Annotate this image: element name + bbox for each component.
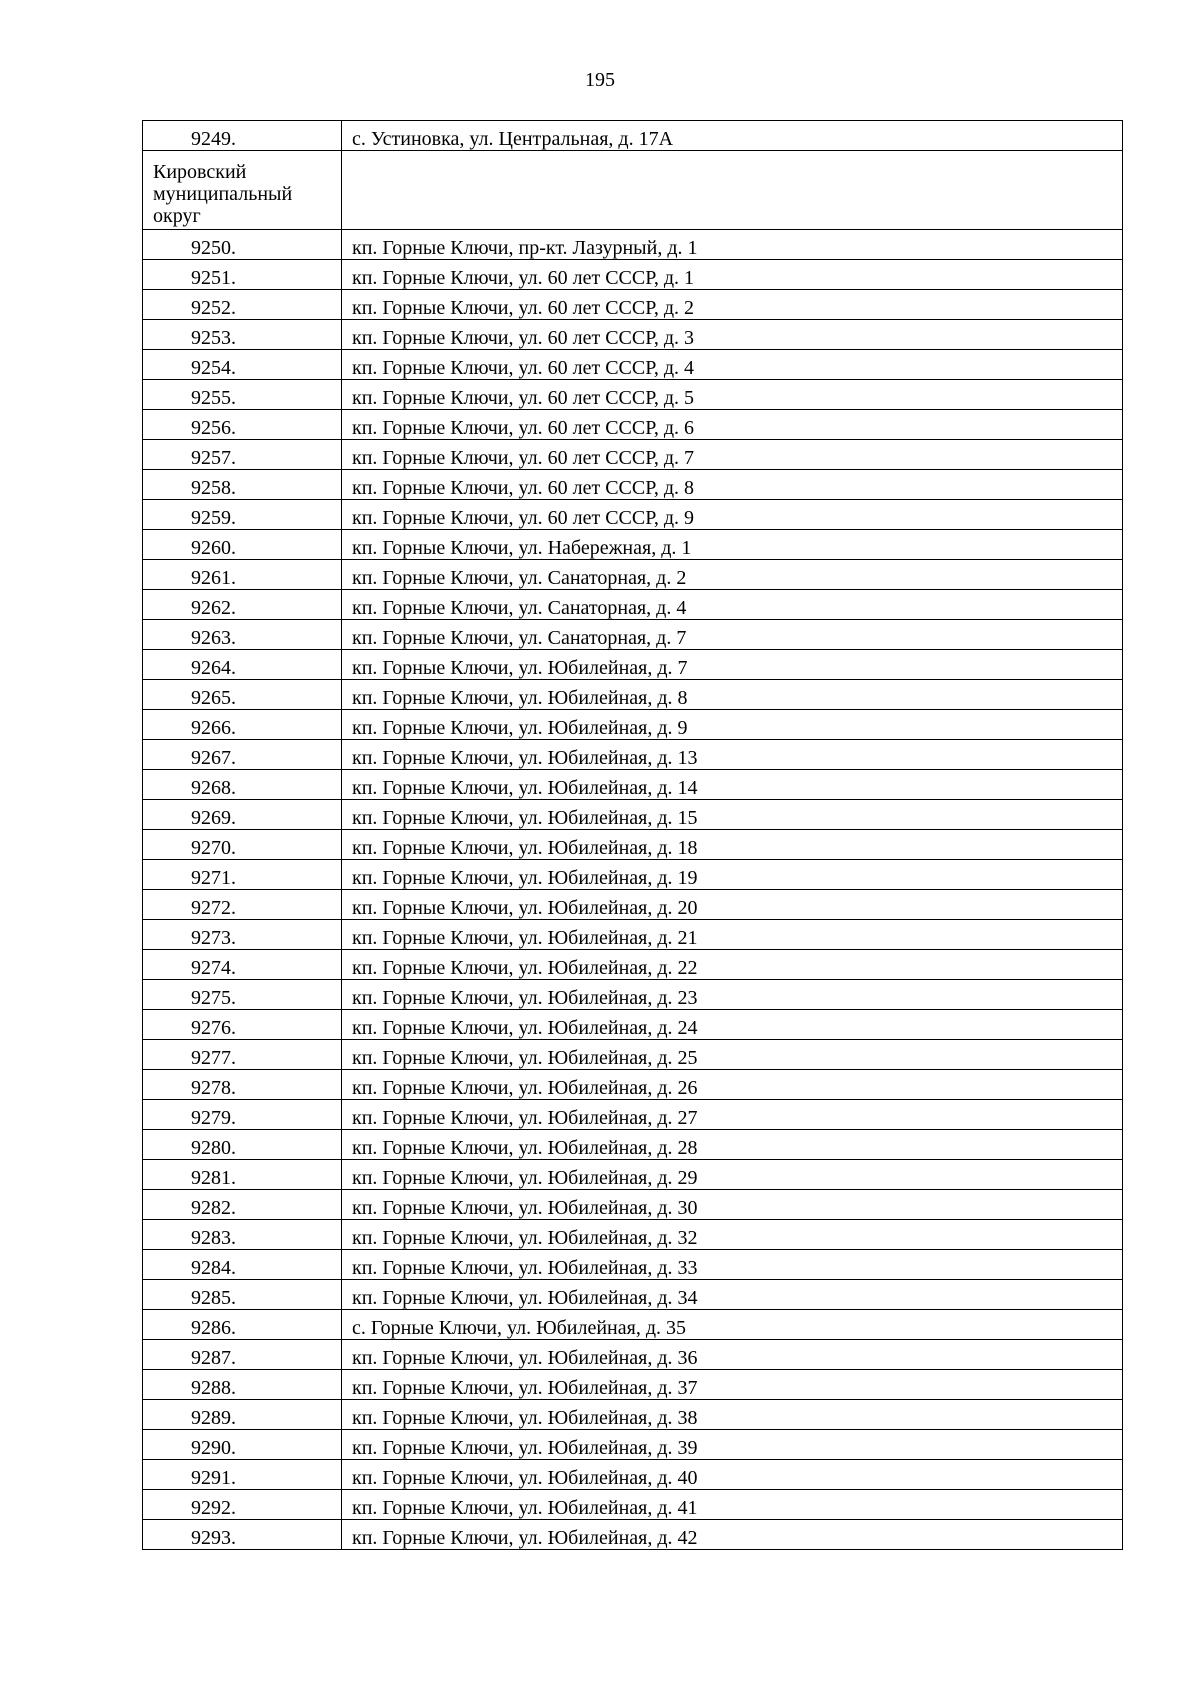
row-address: кп. Горные Ключи, ул. Юбилейная, д. 36: [342, 1340, 1123, 1370]
table-row: [143, 1520, 1123, 1550]
row-number: 9267.: [143, 740, 342, 770]
row-address: с. Устиновка, ул. Центральная, д. 17А: [342, 121, 1123, 151]
row-address: кп. Горные Ключи, ул. 60 лет СССР, д. 8: [342, 470, 1123, 500]
row-address: кп. Горные Ключи, ул. Юбилейная, д. 20: [342, 890, 1123, 920]
table-row: [143, 1250, 1123, 1280]
row-address: кп. Горные Ключи, ул. Санаторная, д. 2: [342, 560, 1123, 590]
row-address: кп. Горные Ключи, ул. Юбилейная, д. 33: [342, 1250, 1123, 1280]
row-address: кп. Горные Ключи, ул. Юбилейная, д. 29: [342, 1160, 1123, 1190]
row-address: кп. Горные Ключи, ул. Юбилейная, д. 8: [342, 680, 1123, 710]
row-number: 9276.: [143, 1010, 342, 1040]
row-address: кп. Горные Ключи, ул. 60 лет СССР, д. 1: [342, 260, 1123, 290]
table-row: [143, 1490, 1123, 1520]
table-row: [143, 470, 1123, 500]
row-number: 9262.: [143, 590, 342, 620]
row-address: кп. Горные Ключи, ул. 60 лет СССР, д. 4: [342, 350, 1123, 380]
row-number: 9272.: [143, 890, 342, 920]
row-number: 9273.: [143, 920, 342, 950]
address-registry-table: [142, 120, 1123, 1550]
table-row: [143, 1100, 1123, 1130]
table-row: [143, 1010, 1123, 1040]
row-number: 9290.: [143, 1430, 342, 1460]
table-row: [143, 920, 1123, 950]
table-row: [143, 980, 1123, 1010]
row-number: 9277.: [143, 1040, 342, 1070]
table-row: [143, 560, 1123, 590]
table-row: [143, 1310, 1123, 1340]
table-row: [143, 590, 1123, 620]
table-row: [143, 620, 1123, 650]
row-number: 9252.: [143, 290, 342, 320]
row-number: 9255.: [143, 380, 342, 410]
table-row: [143, 800, 1123, 830]
row-number: 9253.: [143, 320, 342, 350]
row-number: 9287.: [143, 1340, 342, 1370]
row-number: 9266.: [143, 710, 342, 740]
table-row: [143, 710, 1123, 740]
row-number: 9274.: [143, 950, 342, 980]
row-number: 9289.: [143, 1400, 342, 1430]
row-address: кп. Горные Ключи, ул. Юбилейная, д. 27: [342, 1100, 1123, 1130]
row-address: кп. Горные Ключи, ул. 60 лет СССР, д. 2: [342, 290, 1123, 320]
table-row: [143, 1040, 1123, 1070]
section-title: Кировский муниципальный округ: [143, 151, 342, 230]
row-address: кп. Горные Ключи, ул. Юбилейная, д. 34: [342, 1280, 1123, 1310]
table-row: [143, 1460, 1123, 1490]
row-number: 9291.: [143, 1460, 342, 1490]
table-row: [143, 290, 1123, 320]
row-number: 9271.: [143, 860, 342, 890]
row-address: кп. Горные Ключи, ул. Санаторная, д. 4: [342, 590, 1123, 620]
row-address: кп. Горные Ключи, ул. Юбилейная, д. 9: [342, 710, 1123, 740]
table-row: [143, 410, 1123, 440]
table-row: [143, 440, 1123, 470]
row-address: кп. Горные Ключи, пр-кт. Лазурный, д. 1: [342, 230, 1123, 260]
row-number: 9254.: [143, 350, 342, 380]
row-number: 9292.: [143, 1490, 342, 1520]
row-address: кп. Горные Ключи, ул. Юбилейная, д. 30: [342, 1190, 1123, 1220]
row-address: кп. Горные Ключи, ул. Юбилейная, д. 14: [342, 770, 1123, 800]
row-number: 9284.: [143, 1250, 342, 1280]
table-row: [143, 830, 1123, 860]
row-number: 9268.: [143, 770, 342, 800]
row-address: кп. Горные Ключи, ул. Юбилейная, д. 22: [342, 950, 1123, 980]
row-number: 9275.: [143, 980, 342, 1010]
table-row: [143, 1190, 1123, 1220]
section-header-row: [143, 151, 1123, 230]
row-address: с. Горные Ключи, ул. Юбилейная, д. 35: [342, 1310, 1123, 1340]
row-number: 9283.: [143, 1220, 342, 1250]
row-address: кп. Горные Ключи, ул. Юбилейная, д. 32: [342, 1220, 1123, 1250]
table-row: [143, 1070, 1123, 1100]
row-address: кп. Горные Ключи, ул. Юбилейная, д. 37: [342, 1370, 1123, 1400]
section-empty-cell: [342, 151, 1123, 230]
row-address: кп. Горные Ключи, ул. Юбилейная, д. 39: [342, 1430, 1123, 1460]
row-address: кп. Горные Ключи, ул. Юбилейная, д. 7: [342, 650, 1123, 680]
table-row: [143, 1280, 1123, 1310]
row-number: 9249.: [143, 121, 342, 151]
table-row: [143, 350, 1123, 380]
row-address: кп. Горные Ключи, ул. Юбилейная, д. 23: [342, 980, 1123, 1010]
table-row: [143, 860, 1123, 890]
table-row: [143, 740, 1123, 770]
row-address: кп. Горные Ключи, ул. Юбилейная, д. 38: [342, 1400, 1123, 1430]
table-row: [143, 680, 1123, 710]
address-registry-body: [143, 121, 1123, 1550]
row-number: 9278.: [143, 1070, 342, 1100]
row-number: 9288.: [143, 1370, 342, 1400]
row-address: кп. Горные Ключи, ул. Юбилейная, д. 19: [342, 860, 1123, 890]
row-number: 9279.: [143, 1100, 342, 1130]
row-number: 9265.: [143, 680, 342, 710]
table-row: [143, 1370, 1123, 1400]
table-row: [143, 890, 1123, 920]
row-number: 9286.: [143, 1310, 342, 1340]
table-row: [143, 1130, 1123, 1160]
row-address: кп. Горные Ключи, ул. Юбилейная, д. 42: [342, 1520, 1123, 1550]
table-row: [143, 230, 1123, 260]
row-address: кп. Горные Ключи, ул. Юбилейная, д. 15: [342, 800, 1123, 830]
row-address: кп. Горные Ключи, ул. 60 лет СССР, д. 7: [342, 440, 1123, 470]
row-address: кп. Горные Ключи, ул. Юбилейная, д. 24: [342, 1010, 1123, 1040]
row-number: 9264.: [143, 650, 342, 680]
row-address: кп. Горные Ключи, ул. Юбилейная, д. 13: [342, 740, 1123, 770]
table-row: [143, 1220, 1123, 1250]
row-number: 9251.: [143, 260, 342, 290]
row-number: 9285.: [143, 1280, 342, 1310]
row-address: кп. Горные Ключи, ул. 60 лет СССР, д. 3: [342, 320, 1123, 350]
row-number: 9259.: [143, 500, 342, 530]
table-row: [143, 950, 1123, 980]
table-row: [143, 770, 1123, 800]
row-number: 9260.: [143, 530, 342, 560]
row-address: кп. Горные Ключи, ул. Юбилейная, д. 21: [342, 920, 1123, 950]
table-row: [143, 260, 1123, 290]
table-row: [143, 1340, 1123, 1370]
row-address: кп. Горные Ключи, ул. 60 лет СССР, д. 9: [342, 500, 1123, 530]
row-number: 9257.: [143, 440, 342, 470]
row-address: кп. Горные Ключи, ул. Юбилейная, д. 41: [342, 1490, 1123, 1520]
table-row: [143, 380, 1123, 410]
row-address: кп. Горные Ключи, ул. Юбилейная, д. 25: [342, 1040, 1123, 1070]
table-row: [143, 1430, 1123, 1460]
page-number: 195: [585, 69, 615, 91]
table-row: [143, 1400, 1123, 1430]
table-row: [143, 530, 1123, 560]
row-number: 9256.: [143, 410, 342, 440]
row-address: кп. Горные Ключи, ул. Юбилейная, д. 18: [342, 830, 1123, 860]
row-address: кп. Горные Ключи, ул. 60 лет СССР, д. 5: [342, 380, 1123, 410]
row-number: 9258.: [143, 470, 342, 500]
row-number: 9261.: [143, 560, 342, 590]
row-number: 9280.: [143, 1130, 342, 1160]
row-number: 9281.: [143, 1160, 342, 1190]
table-row: [143, 320, 1123, 350]
row-number: 9282.: [143, 1190, 342, 1220]
table-row: [143, 121, 1123, 151]
row-number: 9270.: [143, 830, 342, 860]
row-address: кп. Горные Ключи, ул. Юбилейная, д. 26: [342, 1070, 1123, 1100]
table-row: [143, 650, 1123, 680]
row-address: кп. Горные Ключи, ул. Юбилейная, д. 28: [342, 1130, 1123, 1160]
row-address: кп. Горные Ключи, ул. 60 лет СССР, д. 6: [342, 410, 1123, 440]
row-address: кп. Горные Ключи, ул. Юбилейная, д. 40: [342, 1460, 1123, 1490]
table-row: [143, 1160, 1123, 1190]
row-number: 9263.: [143, 620, 342, 650]
row-address: кп. Горные Ключи, ул. Набережная, д. 1: [342, 530, 1123, 560]
row-number: 9269.: [143, 800, 342, 830]
table-row: [143, 500, 1123, 530]
row-number: 9293.: [143, 1520, 342, 1550]
row-number: 9250.: [143, 230, 342, 260]
row-address: кп. Горные Ключи, ул. Санаторная, д. 7: [342, 620, 1123, 650]
